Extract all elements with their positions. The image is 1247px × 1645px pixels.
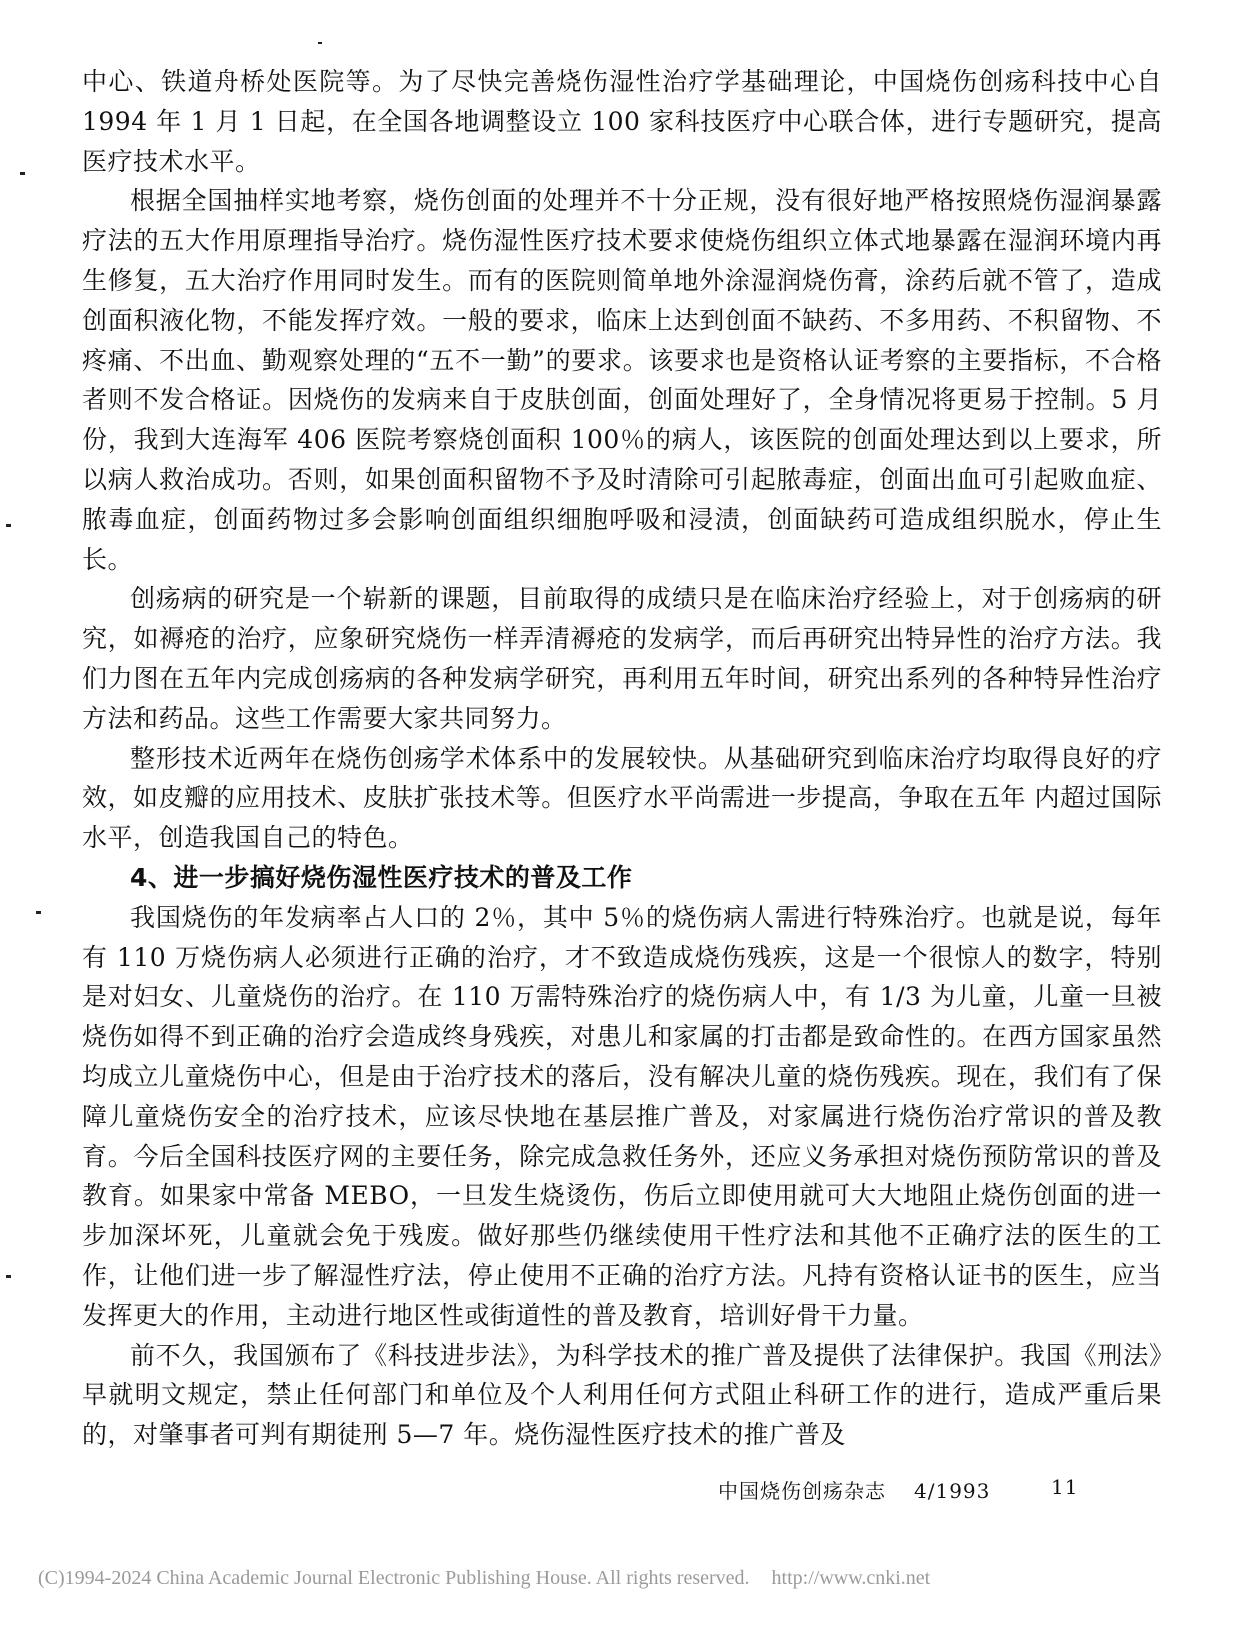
page-number: 11 (1051, 1475, 1079, 1499)
paragraph-plastic-surgery: 整形技术近两年在烧伤创疡学术体系中的发展较快。从基础研究到临床治疗均取得良好的疗效，如皮瓣的应用技术、皮肤扩张技术等。但医疗水平尚需进一步提高，争取在五年 内超过国际水平，创造我国自己的特色。 (82, 743, 1162, 853)
journal-name: 中国烧伤创疡杂志 (718, 1479, 886, 1503)
paragraph-legal-protection: 前不久，我国颁布了《科技进步法》，为科学技术的推广普及提供了法律保护。我国《刑法》早就明文规定，禁止任何部门和单位及个人利用任何方式阻止科研工作的进行，造成严重后果的，对肇事者可判有期徒刑 5—7 年。烧伤湿性医疗技术的推广普及 (82, 1340, 1162, 1450)
copyright-notice: (C)1994-2024 China Academic Journal Electronic Publishing House. All rights reserved. (38, 1567, 750, 1589)
paragraph-wound-management: 根据全国抽样实地考察，烧伤创面的处理并不十分正规，没有很好地严格按照烧伤湿润暴露疗法的五大作用原理指导治疗。烧伤湿性医疗技术要求使烧伤组织立体式地暴露在湿润环境内再生修复，五大治疗作用同时发生。而有的医院则简单地外涂湿润烧伤膏，涂药后就不管了，造成创面积液化物，不能发挥疗效。一般的要求，临床上达到创面不缺药、不多用药、不积留物、不疼痛、不出血、勤观察处理的“五不一勤”的要求。该要求也是资格认证考察的主要指标，不合格者则不发合格证。因烧伤的发病来自于皮肤创面，创面处理好了，全身情况将更易于控制。5 月份，我到大连海军 406 医院考察烧创面积 100％的病人，该医院的创面处理达到以上要求，所以病人救治成功。否则，如果创面积留物不予及时清除可引起脓毒症，创面出血可引起败血症、脓毒血症，创面药物过多会影响创面组织细胞呼吸和浸渍，创面缺药可造成组织脱水，停止生长。 (82, 186, 1162, 574)
paragraph-continued: 中心、铁道舟桥处医院等。为了尽快完善烧伤湿性治疗学基础理论，中国烧伤创疡科技中心自 1994 年 1 月 1 日起，在全国各地调整设立 100 家科技医疗中心联合体，进行专题研究，提高医疗技术水平。 (82, 67, 1162, 176)
scan-speck (6, 1275, 11, 1278)
page-footer (718, 1475, 1079, 1504)
article-body (82, 62, 1162, 1455)
copyright-url: http://www.cnki.net (771, 1567, 931, 1589)
scan-speck (36, 911, 41, 914)
scan-speck (20, 172, 25, 175)
section-heading: 4、进一步搞好烧伤湿性医疗技术的普及工作 (130, 862, 633, 892)
scan-speck (318, 42, 322, 44)
copyright-watermark (38, 1567, 930, 1590)
issue-number: 4/1993 (914, 1479, 991, 1503)
paragraph-ulcer-research: 创疡病的研究是一个崭新的课题，目前取得的成绩只是在临床治疗经验上，对于创疡病的研究，如褥疮的治疗，应象研究烧伤一样弄清褥疮的发病学，而后再研究出特异性的治疗方法。我们力图在五年内完成创疡病的各种发病学研究，再利用五年时间，研究出系列的各种特异性治疗方法和药品。这些工作需要大家共同努力。 (82, 584, 1162, 733)
scan-speck (6, 524, 11, 527)
paragraph-burn-incidence: 我国烧伤的年发病率占人口的 2％，其中 5％的烧伤病人需进行特殊治疗。也就是说，每年有 110 万烧伤病人必须进行正确的治疗，才不致造成烧伤残疾，这是一个很惊人的数字，特别是对妇女、儿童烧伤的治疗。在 110 万需特殊治疗的烧伤病人中，有 1/3 为儿童，儿童一旦被烧伤如得不到正确的治疗会造成终身残疾，对患儿和家属的打击都是致命性的。在西方国家虽然均成立儿童烧伤中心，但是由于治疗技术的落后，没有解决儿童的烧伤残疾。现在，我们有了保障儿童烧伤安全的治疗技术，应该尽快地在基层推广普及，对家属进行烧伤治疗常识的普及教育。今后全国科技医疗网的主要任务，除完成急救任务外，还应义务承担对烧伤预防常识的普及教育。如果家中常备 MEBO，一旦发生烧烫伤，伤后立即使用就可大大地阻止烧伤创面的进一步加深坏死，儿童就会免于残废。做好那些仍继续使用干性疗法和其他不正确疗法的医生的工作，让他们进一步了解湿性疗法，停止使用不正确的治疗方法。凡持有资格认证书的医生，应当发挥更大的作用，主动进行地区性或街道性的普及教育，培训好骨干力量。 (82, 902, 1162, 1330)
